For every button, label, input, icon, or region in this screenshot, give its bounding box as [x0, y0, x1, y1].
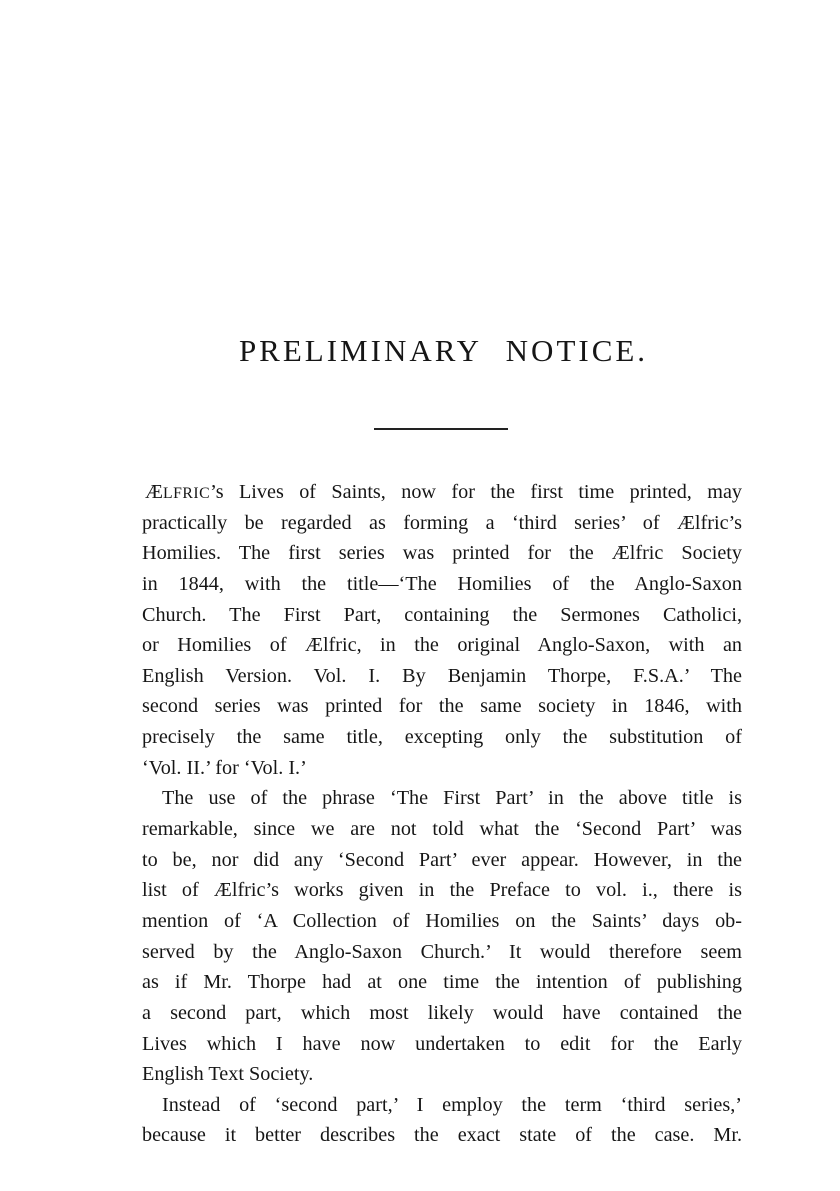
text-line: English Version. Vol. I. By Benjamin Thorpe, F.S.A.’ The: [142, 664, 742, 687]
text-line: Homilies. The first series was printed for the Ælfric Society: [142, 542, 742, 565]
text-line: mention of ‘A Collection of Homilies on the Saints’ days ob-: [142, 909, 742, 932]
text-line: Lives which I have now undertaken to edit for the Early: [142, 1032, 742, 1055]
text-line: [142, 477, 742, 508]
text-line: because it better describes the exact state of the case. Mr.: [142, 1124, 742, 1147]
lead-small-caps: LFRIC: [162, 485, 211, 502]
lead-capital: Æ: [145, 481, 163, 503]
text-line: as if Mr. Thorpe had at one time the intention of publishing: [142, 971, 742, 994]
text-line: The use of the phrase ‘The First Part’ in the above title is: [162, 787, 742, 810]
line-remainder: ’s Lives of Saints, now for the first time printed, may: [210, 481, 742, 503]
text-line: second series was printed for the same society in 1846, with: [142, 695, 742, 718]
title-rule: [374, 428, 508, 430]
text-line: precisely the same title, excepting only the substitution of: [142, 726, 742, 749]
text-line: in 1844, with the title—‘The Homilies of the Anglo-Saxon: [142, 572, 742, 595]
text-line: remarkable, since we are not told what the ‘Second Part’ was: [142, 818, 742, 841]
text-line: Church. The First Part, containing the Sermones Catholici,: [142, 603, 742, 626]
page-title: PRELIMINARY NOTICE.: [238, 333, 649, 368]
text-line: English Text Society.: [142, 1063, 314, 1086]
body-text: [142, 477, 742, 1151]
text-line: list of Ælfric’s works given in the Preface to vol. i., there is: [142, 879, 742, 902]
text-line: or Homilies of Ælfric, in the original Anglo-Saxon, with an: [142, 634, 742, 657]
text-line: to be, nor did any ‘Second Part’ ever appear. However, in the: [142, 848, 742, 871]
text-line: served by the Anglo-Saxon Church.’ It would therefore seem: [142, 940, 742, 963]
text-line: ‘Vol. II.’ for ‘Vol. I.’: [142, 756, 307, 779]
text-line: Instead of ‘second part,’ I employ the term ‘third series,’: [162, 1093, 742, 1116]
text-line: a second part, which most likely would have contained the: [142, 1001, 742, 1024]
text-line: practically be regarded as forming a ‘third series’ of Ælfric’s: [142, 511, 742, 534]
